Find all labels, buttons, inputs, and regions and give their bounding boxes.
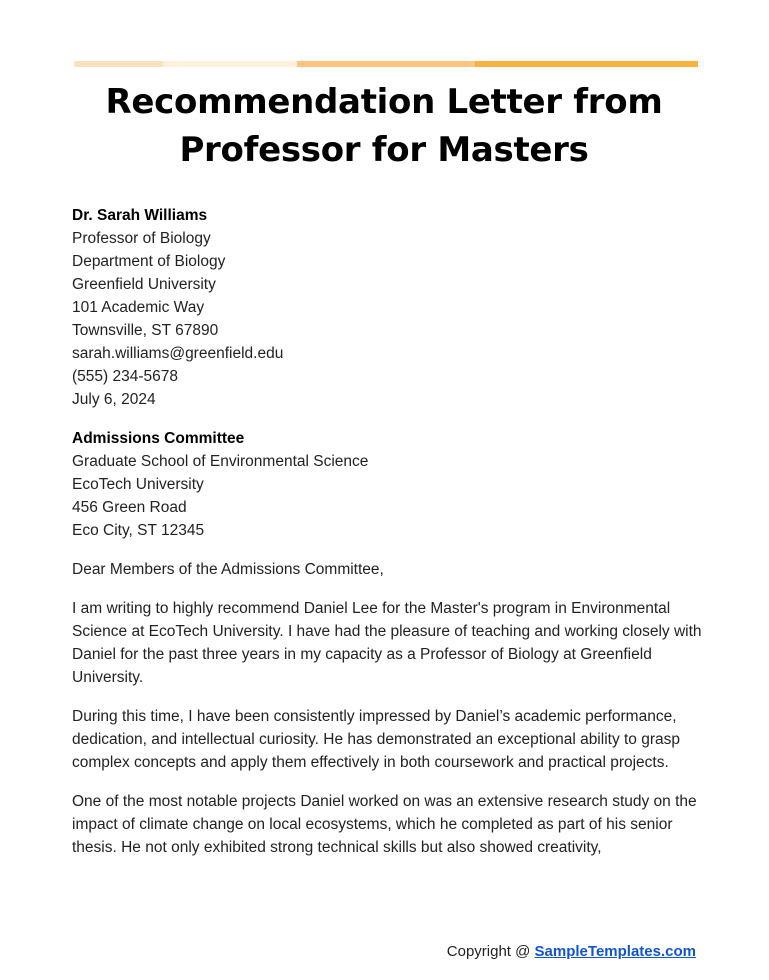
accent-bar xyxy=(74,61,698,67)
sender-block xyxy=(72,204,702,411)
sender-line: Professor of Biology xyxy=(72,230,211,247)
sender-name: Dr. Sarah Williams xyxy=(72,207,208,224)
paragraph: I am writing to highly recommend Daniel Lee for the Master's program in Environmental Science at EcoTech University. I have had the pleasure of teaching and working closely with Daniel for the past three years in my capacity as a Professor of Biology at Greenfield University. xyxy=(72,600,702,686)
accent-segment-1 xyxy=(74,61,163,67)
salutation: Dear Members of the Admissions Committee, xyxy=(72,561,384,578)
accent-segment-2 xyxy=(163,61,297,67)
sender-email: sarah.williams@greenfield.edu xyxy=(72,345,284,362)
recipient-line: EcoTech University xyxy=(72,476,204,493)
letter-date: July 6, 2024 xyxy=(72,391,156,408)
sender-line: Townsville, ST 67890 xyxy=(72,322,219,339)
copyright-text: Copyright @ xyxy=(446,943,535,960)
accent-segment-3 xyxy=(297,61,475,67)
accent-segment-4 xyxy=(475,61,698,67)
letter-body xyxy=(72,204,702,875)
paragraph: One of the most notable projects Daniel worked on was an extensive research study on the impact of climate change on local ecosystems, which he completed as part of his senior thesis. He not only exhibited strong technical skills but also showed creativity, xyxy=(72,793,697,856)
document-title: Recommendation Letter from Professor for Masters xyxy=(105,82,663,170)
recipient-line: Eco City, ST 12345 xyxy=(72,522,205,539)
sender-line: Department of Biology xyxy=(72,253,226,270)
sender-line: 101 Academic Way xyxy=(72,299,205,316)
sender-phone: (555) 234-5678 xyxy=(72,368,178,385)
paragraph: During this time, I have been consistently impressed by Daniel’s academic performance, dedication, and intellectual curiosity. He has demonstrated an exceptional ability to grasp complex concepts and apply them effectively in both coursework and practical projects. xyxy=(72,708,681,771)
recipient-block xyxy=(72,427,702,542)
recipient-line: 456 Green Road xyxy=(72,499,187,516)
recipient-line: Graduate School of Environmental Science xyxy=(72,453,369,470)
copyright-footer xyxy=(447,942,696,962)
recipient-name: Admissions Committee xyxy=(72,430,245,447)
source-link[interactable]: SampleTemplates.com xyxy=(534,943,696,960)
sender-line: Greenfield University xyxy=(72,276,216,293)
